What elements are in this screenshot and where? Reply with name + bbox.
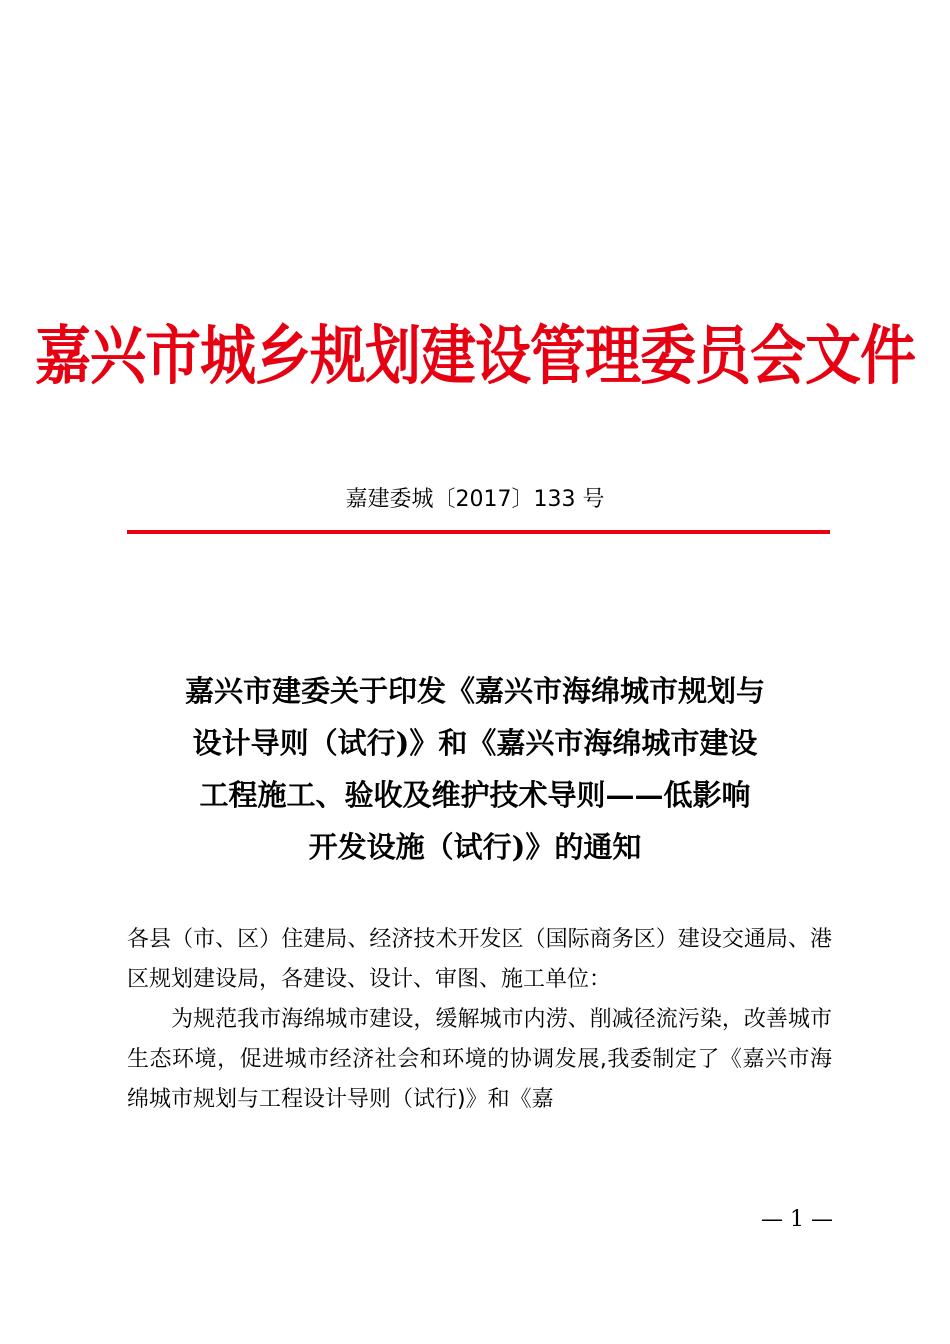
document-title [110,665,840,873]
red-separator-line [127,530,830,534]
body-paragraph: 为规范我市海绵城市建设，缓解城市内涝、削减径流污染，改善城市生态环境，促进城市经济社会和环境的协调发展,我委制定了《嘉兴市海绵城市规划与工程设计导则（试行)》和《嘉 [127,1007,832,1112]
addressee-paragraph: 各县（市、区）住建局、经济技术开发区（国际商务区）建设交通局、港区规划建设局，各建设、设计、审图、施工单位： [127,927,832,992]
title-line: 工程施工、验收及维护技术导则——低影响 [199,778,751,812]
document-masthead: 嘉兴市城乡规划建设管理委员会文件 [35,318,915,394]
document-body [127,920,832,1120]
title-line: 开发设施（试行)》的通知 [308,830,642,864]
title-line: 嘉兴市建委关于印发《嘉兴市海绵城市规划与 [184,674,765,708]
title-line: 设计导则（试行)》和《嘉兴市海绵城市建设 [192,726,758,760]
document-number: 嘉建委城〔2017〕133 号 [345,487,605,512]
page-number: — 1 — [761,1207,833,1232]
